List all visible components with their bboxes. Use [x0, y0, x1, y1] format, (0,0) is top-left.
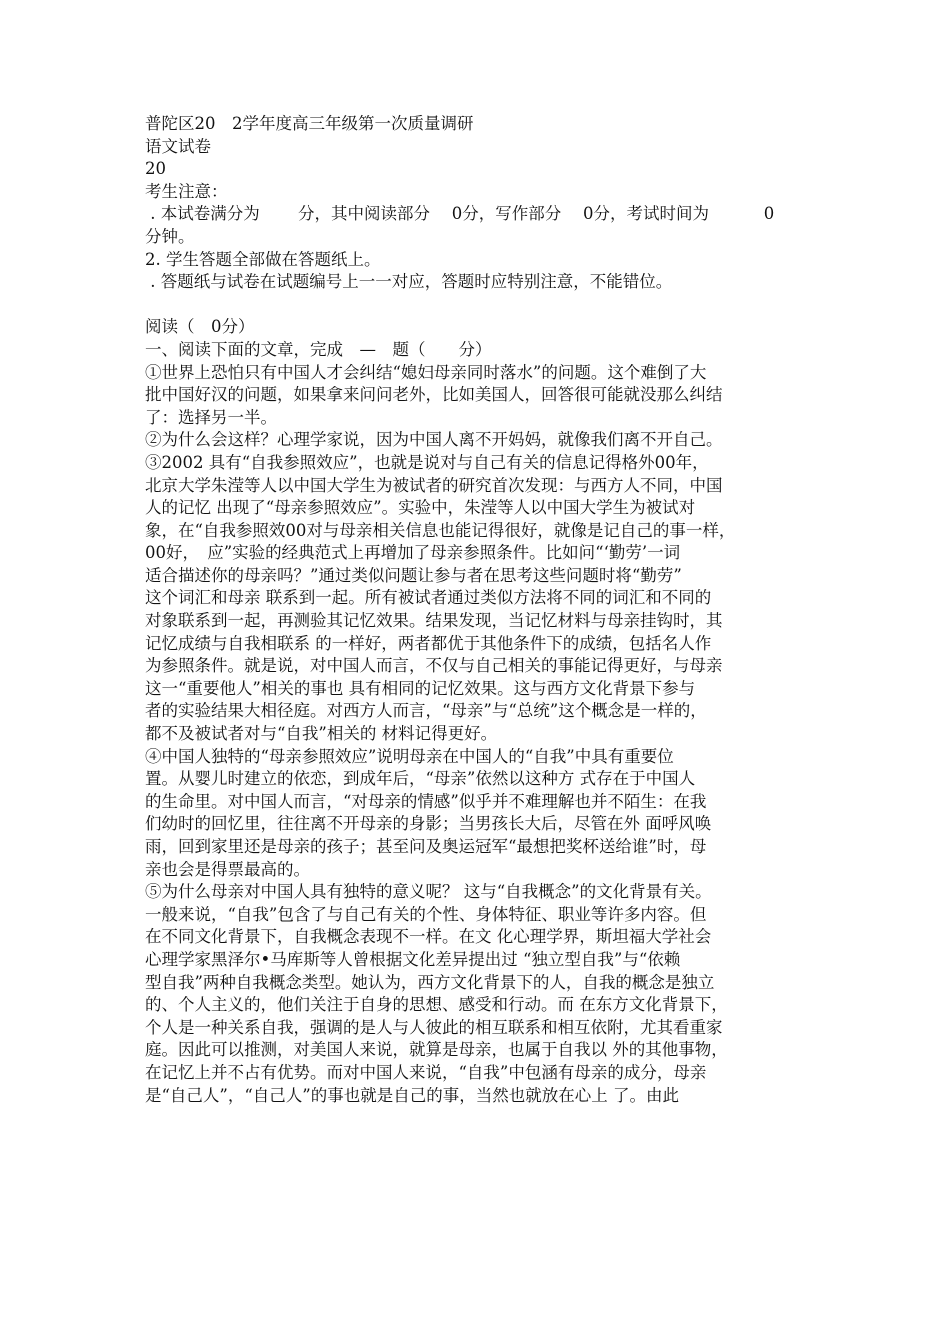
article-body: [145, 362, 835, 1108]
article-line: 们幼时的回忆里，往往离不开母亲的身影；当男孩长大后，尽管在外 面呼风唤: [145, 814, 712, 834]
question-heading: 一、阅读下面的文章，完成 — 题（ 分）: [145, 339, 492, 359]
article-line: 在不同文化背景下，自我概念表现不一样。在文 化心理学界，斯坦福大学社会: [145, 927, 712, 947]
notice-item: 2. 学生答题全部做在答题纸上。: [145, 249, 381, 269]
article-line: 一般来说，“自我”包含了与自己有关的个性、身体特征、职业等许多内容。但: [145, 904, 707, 924]
article-line: 00好， 应”实验的经典范式上再增加了母亲参照条件。比如问“‘勤劳’一词: [145, 543, 681, 563]
article-line: 人的记忆 出现了“母亲参照效应”。实验中，朱滢等人以中国大学生为被试对: [145, 498, 696, 518]
article-line: 了：选择另一半。: [145, 407, 277, 427]
article-line: ①世界上恐怕只有中国人才会纠结“媳妇母亲同时落水”的问题。这个难倒了大: [145, 362, 707, 382]
article-line: 北京大学朱滢等人以中国大学生为被试者的研究首次发现：与西方人不同，中国: [145, 475, 723, 495]
article-line: 适合描述你的母亲吗？”通过类似问题让参与者在思考这些问题时将“勤劳”: [145, 565, 682, 585]
article-line: 批中国好汉的问题，如果拿来问问老外，比如美国人，回答很可能就没那么纠结: [145, 385, 723, 405]
article-line: 这一“重要他人”相关的事也 具有相同的记忆效果。这与西方文化背景下参与: [145, 678, 696, 698]
notice-item: 分钟。: [145, 226, 195, 246]
article-line: 为参照条件。就是说，对中国人而言，不仅与自己相关的事能记得更好，与母亲: [145, 656, 723, 676]
article-line: 亲也会是得票最高的。: [145, 859, 310, 879]
blank-line: [145, 294, 835, 317]
article-line: 都不及被试者对与“自我”相关的 材料记得更好。: [145, 724, 498, 744]
article-line: 记忆成绩与自我相联系 的一样好，两者都优于其他条件下的成绩，包括名人作: [145, 633, 712, 653]
article-line: ⑤为什么母亲对中国人具有独特的意义呢？ 这与“自我概念”的文化背景有关。: [145, 882, 712, 902]
article-line: 雨，回到家里还是母亲的孩子；甚至问及奥运冠军“最想把奖杯送给谁”时，母: [145, 837, 707, 856]
section-heading: 阅读（ 0分）: [145, 317, 255, 337]
article-line: ④中国人独特的“母亲参照效应”说明母亲在中国人的“自我”中具有重要位: [145, 746, 674, 766]
article-line: 心理学家黑泽尔•马库斯等人曾根据文化差异提出过 “独立型自我”与“依赖: [145, 949, 681, 969]
article-line: 者的实验结果大相径庭。对西方人而言，“母亲”与“总统”这个概念是一样的，: [145, 701, 707, 721]
article-line: 的、个人主义的，他们关注于自身的思想、感受和行动。而 在东方文化背景下，: [145, 995, 728, 1015]
article-line: 的生命里。对中国人而言，“对母亲的情感”似乎并不难理解也并不陌生：在我: [145, 791, 707, 811]
article-line: ③2002 具有“自我参照效应”，也就是说对与自己有关的信息记得格外00年，: [145, 452, 709, 472]
article-line: 个人是一种关系自我，强调的是人与人彼此的相互联系和相互依附，尤其看重家: [145, 1017, 723, 1037]
notice-item: . 答题纸与试卷在试题编号上一一对应，答题时应特别注意，不能错位。: [145, 272, 673, 292]
article-line: 象，在“自我参照效00对与母亲相关信息也能记得很好，就像是记自己的事一样，: [145, 520, 736, 540]
exam-title: 普陀区20 2学年度高三年级第一次质量调研: [145, 114, 474, 133]
article-line: 在记忆上并不占有优势。而对中国人来说，“自我”中包涵有母亲的成分，母亲: [145, 1062, 707, 1082]
article-line: 这个词汇和母亲 联系到一起。所有被试者通过类似方法将不同的词汇和不同的: [145, 588, 712, 608]
article-line: 庭。因此可以推测，对美国人来说，就算是母亲，也属于自我以 外的其他事物，: [145, 1040, 728, 1060]
article-line: 是“自己人”，“自己人”的事也就是自己的事，当然也就放在心上 了。由此: [145, 1085, 679, 1105]
exam-subtitle: 语文试卷: [145, 136, 211, 156]
notice-item: . 本试卷满分为 分，其中阅读部分 0分，写作部分 0分，考试时间为 0: [145, 204, 775, 224]
exam-page: [145, 113, 835, 1107]
notice-heading: 考生注意：: [145, 181, 228, 201]
exam-number: 20: [145, 159, 166, 179]
article-line: ②为什么会这样？心理学家说，因为中国人离不开妈妈，就像我们离不开自己。: [145, 430, 723, 450]
article-line: 置。从婴儿时建立的依恋，到成年后，“母亲”依然以这种方 式存在于中国人: [145, 769, 696, 789]
article-line: 型自我”两种自我概念类型。她认为，西方文化背景下的人，自我的概念是独立: [145, 972, 715, 992]
article-line: 对象联系到一起，再测验其记忆效果。结果发现，当记忆材料与母亲挂钩时，其: [145, 611, 723, 631]
